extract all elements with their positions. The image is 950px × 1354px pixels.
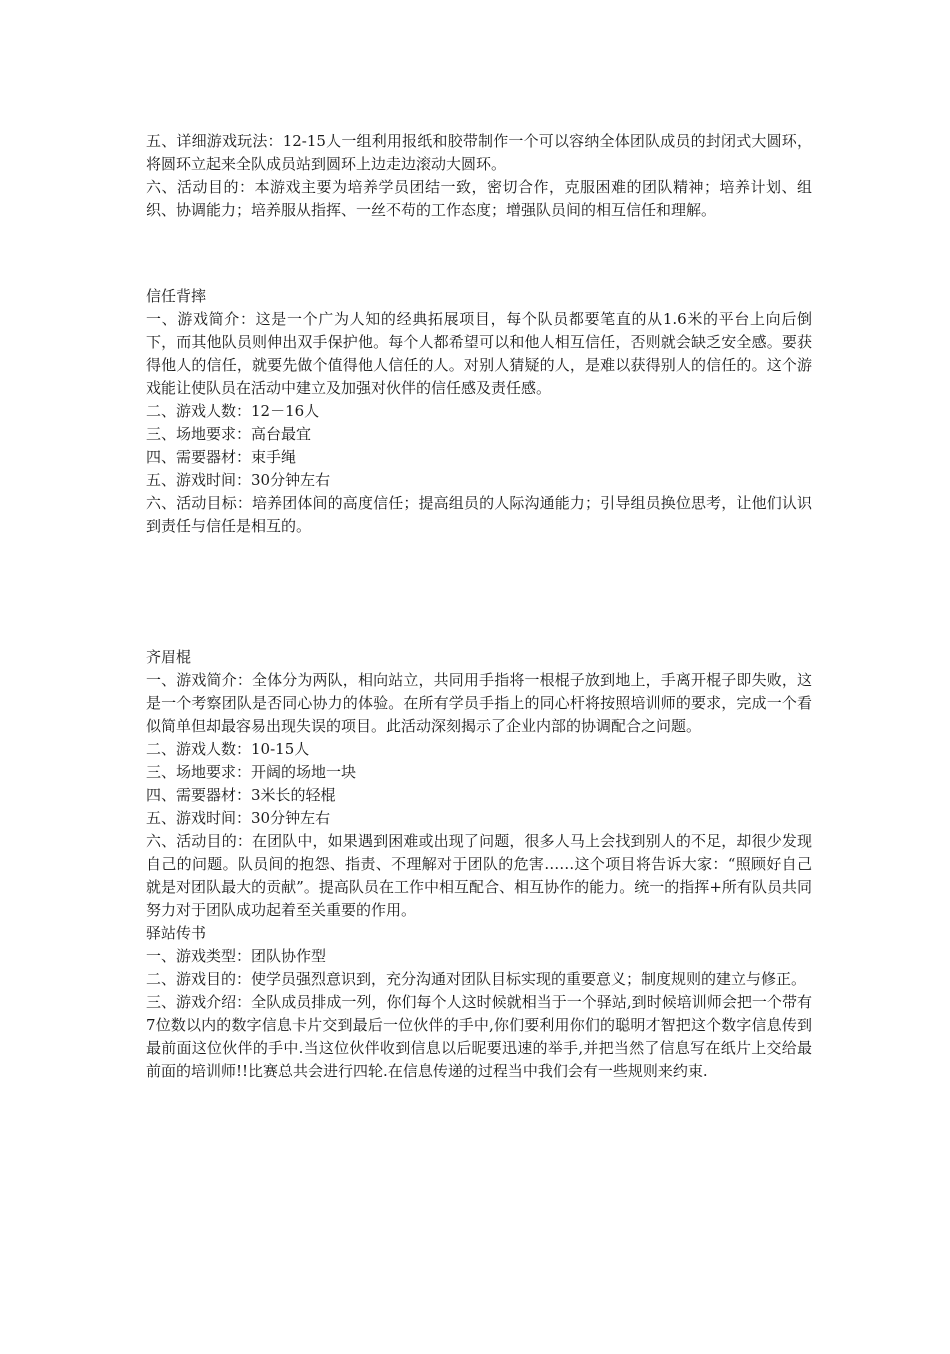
helium-stick-players: 二、游戏人数：10-15人: [146, 740, 310, 758]
section-helium-stick: [146, 646, 812, 922]
document-page: [146, 130, 812, 1083]
relay-message-type: 一、游戏类型：团队协作型: [146, 947, 327, 965]
section-trust-fall: [146, 285, 812, 538]
trust-fall-title: 信任背摔: [146, 287, 207, 305]
ring-game-purpose: 六、活动目的：本游戏主要为培养学员团结一致，密切合作，克服困难的团队精神；培养计划、组织、协调能力；培养服从指挥、一丝不苟的工作态度；增强队员间的相互信任和理解。: [146, 178, 812, 219]
section-ring-game: [146, 130, 812, 222]
helium-stick-title: 齐眉棍: [146, 648, 192, 666]
trust-fall-venue: 三、场地要求：高台最宜: [146, 425, 312, 443]
helium-stick-intro: 一、游戏简介：全体分为两队，相向站立，共同用手指将一根棍子放到地上，手离开棍子即失败，这是一个考察团队是否同心协力的体验。在所有学员手指上的同心杆将按照培训师的要求，完成一个看似简单但却最容易出现失误的项目。此活动深刻揭示了企业内部的协调配合之问题。: [146, 671, 812, 735]
helium-stick-duration: 五、游戏时间：30分钟左右: [146, 809, 331, 827]
relay-message-purpose: 二、游戏目的：使学员强烈意识到，充分沟通对团队目标实现的重要意义；制度规则的建立与修正。: [146, 970, 807, 988]
trust-fall-intro: 一、游戏简介：这是一个广为人知的经典拓展项目，每个队员都要笔直的从1.6米的平台上向后倒下，而其他队员则伸出双手保护他。每个人都希望可以和他人相互信任，否则就会缺乏安全感。要获得他人的信任，就要先做个值得他人信任的人。对别人猜疑的人，是难以获得别人的信任的。这个游戏能让使队员在活动中建立及加强对伙伴的信任感及责任感。: [146, 310, 812, 397]
section-relay-message: [146, 922, 812, 1083]
relay-message-intro: 三、游戏介绍：全队成员排成一列，你们每个人这时候就相当于一个驿站,到时候培训师会把一个带有7位数以内的数字信息卡片交到最后一位伙伴的手中,你们要利用你们的聪明才智把这个数字信息传到最前面这位伙伴的手中.当这位伙伴收到信息以后昵要迅速的举手,并把当然了信息写在纸片上交给最前面的培训师!!比赛总共会进行四轮.在信息传递的过程当中我们会有一些规则来约束.: [146, 993, 812, 1080]
relay-message-title: 驿站传书: [146, 924, 207, 942]
trust-fall-players: 二、游戏人数：12－16人: [146, 402, 320, 420]
trust-fall-goal: 六、活动目标：培养团体间的高度信任；提高组员的人际沟通能力；引导组员换位思考，让他们认识到责任与信任是相互的。: [146, 494, 812, 535]
trust-fall-duration: 五、游戏时间：30分钟左右: [146, 471, 331, 489]
trust-fall-equipment: 四、需要器材：束手绳: [146, 448, 297, 466]
helium-stick-purpose: 六、活动目的：在团队中，如果遇到困难或出现了问题，很多人马上会找到别人的不足，却很少发现自己的问题。队员间的抱怨、指责、不理解对于团队的危害……这个项目将告诉大家：“照顾好自己就是对团队最大的贡献”。提高队员在工作中相互配合、相互协作的能力。统一的指挥+所有队员共同努力对于团队成功起着至关重要的作用。: [146, 832, 812, 919]
helium-stick-equipment: 四、需要器材：3米长的轻棍: [146, 786, 336, 804]
ring-game-gameplay: 五、详细游戏玩法：12-15人一组利用报纸和胶带制作一个可以容纳全体团队成员的封闭式大圆环，将圆环立起来全队成员站到圆环上边走边滚动大圆环。: [146, 132, 812, 173]
helium-stick-venue: 三、场地要求：开阔的场地一块: [146, 763, 357, 781]
